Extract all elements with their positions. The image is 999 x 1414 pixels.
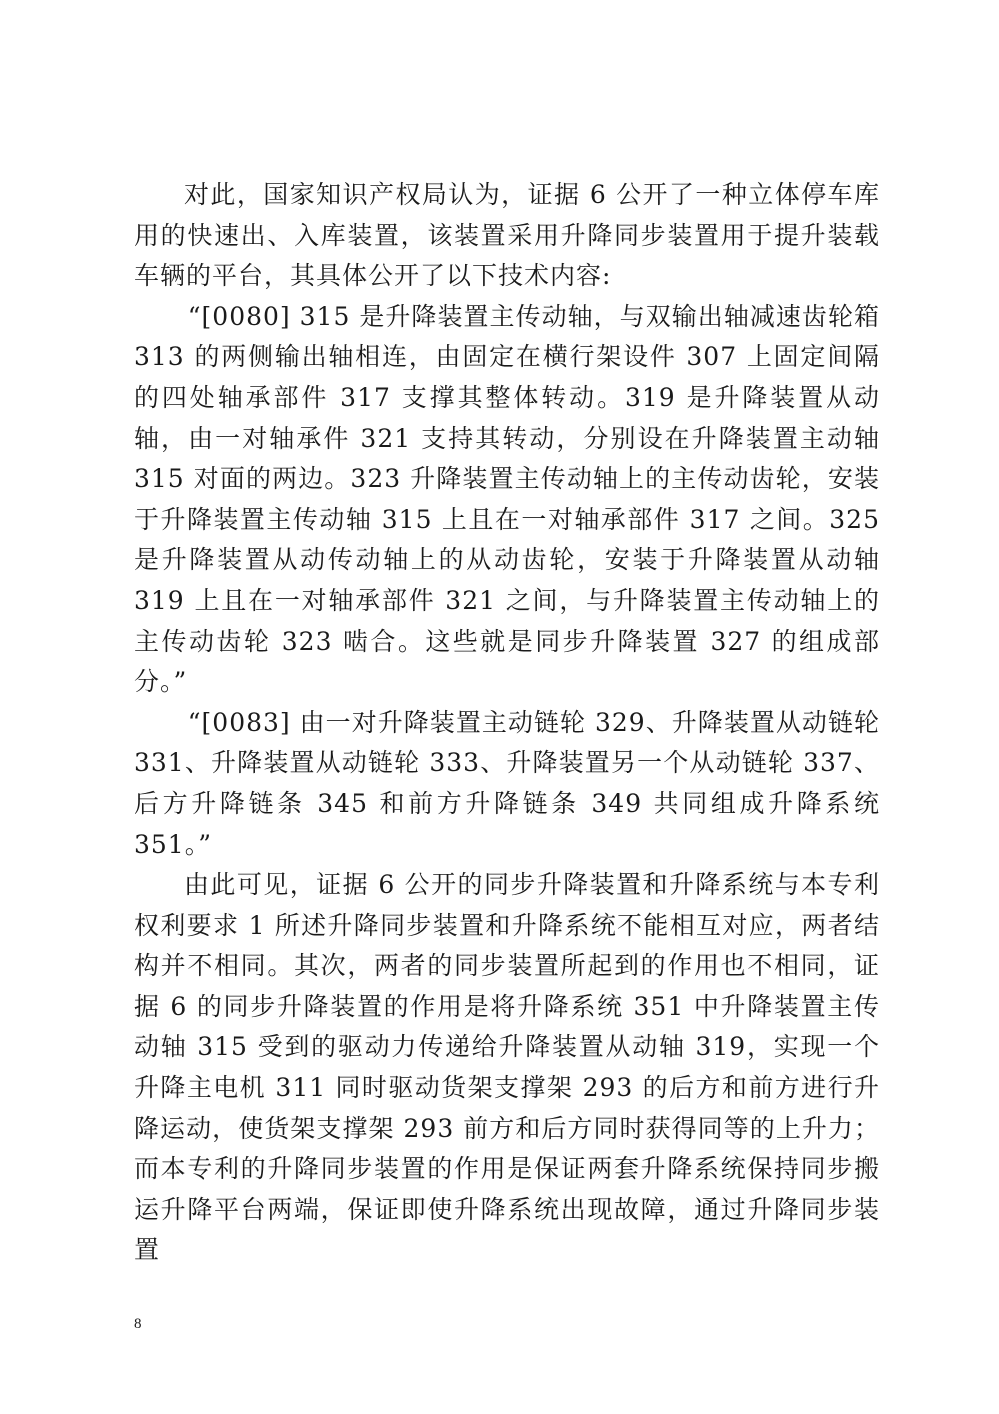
paragraph-conclusion-intro: 对此，国家知识产权局认为，证据 6 公开了一种立体停车库用的快速出、入库装置，该装置采用升降同步装置用于提升装载车辆的平台，其具体公开了以下技术内容:: [134, 180, 880, 291]
paragraph-analysis: 由此可见，证据 6 公开的同步升降装置和升降系统与本专利权利要求 1 所述升降同步装置和升降系统不能相互对应，两者结构并不相同。其次，两者的同步装置所起到的作用也不相同，证据 6 的同步升降装置的作用是将升降系统 351 中升降装置主传动轴 315 受到的驱动力传递给升降装置从动轴 319，实现一个升降主电机 311 同时驱动货架支撑架 293 的后方和前方进行升降运动，使货架支撑架 293 前方和后方同时获得同等的上升力；而本专利的升降同步装置的作用是保证两套升降系统保持同步搬运升降平台两端，保证即使升降系统出现故障，通过升降同步装置: [134, 870, 880, 1265]
paragraph-quote-0083: “[0083] 由一对升降装置主动链轮 329、升降装置从动链轮 331、升降装置从动链轮 333、升降装置另一个从动链轮 337、后方升降链条 345 和前方升降链条 349 共同组成升降系统 351。”: [134, 707, 880, 859]
paragraph-quote-0080: “[0080] 315 是升降装置主传动轴，与双输出轴减速齿轮箱 313 的两侧输出轴相连，由固定在横行架设件 307 上固定间隔的四处轴承部件 317 支撑其整体转动。319 是升降装置从动轴，由一对轴承件 321 支持其转动，分别设在升降装置主动轴 315 对面的两边。323 升降装置主传动轴上的主传动齿轮，安装于升降装置主传动轴 315 上且在一对轴承部件 317 之间。325 是升降装置从动传动轴上的从动齿轮，安装于升降装置从动轴 319 上且在一对轴承部件 321 之间，与升降装置主传动轴上的主传动齿轮 323 啮合。这些就是同步升降装置 327 的组成部分。”: [134, 301, 880, 697]
page-number: 8: [134, 1316, 142, 1332]
body-text: [134, 175, 880, 1271]
